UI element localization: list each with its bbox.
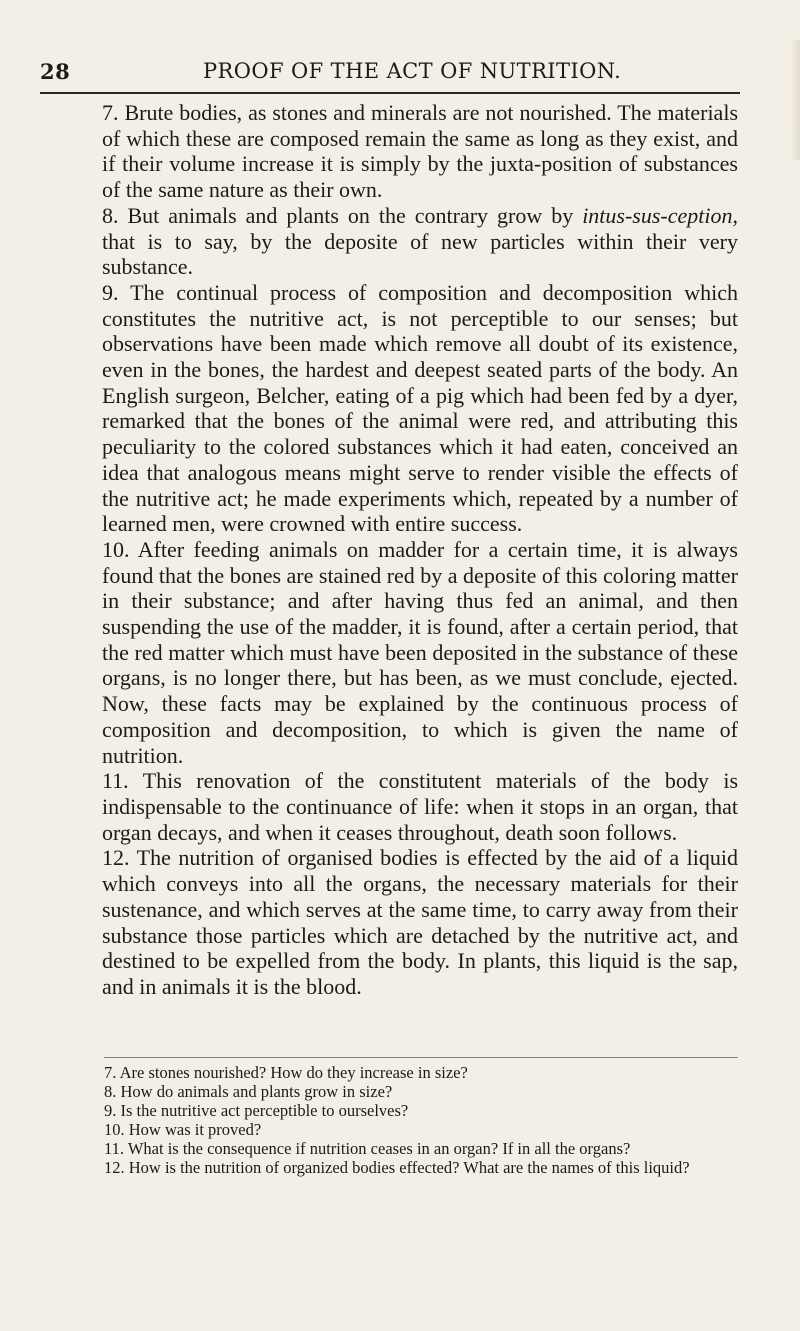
question-12: 12. How is the nutrition of organized bodies effected? What are the names of this liquid?: [104, 1158, 690, 1177]
question-11: 11. What is the consequence if nutrition ceases in an organ? If in all the organs?: [104, 1139, 631, 1158]
page-edge-shadow: [790, 40, 800, 160]
page-number: 28: [40, 59, 71, 84]
paragraph-number: 10.: [102, 536, 130, 562]
paragraph-text: , that is to say, by the deposite of new particles within their very substance.: [102, 202, 739, 280]
paragraph-number: 12.: [102, 845, 130, 871]
paragraph-number: 7.: [102, 100, 119, 125]
paragraph-text: Brute bodies, as stones and minerals are not nourished. The materials of which these are composed remain the same as long as they exist, and if their volume increase it is simply by the juxta-position of substances of the same nature as their own.: [102, 100, 738, 203]
paragraph-9: [102, 280, 738, 537]
paragraph-7: [102, 100, 738, 203]
page-header: [40, 58, 740, 94]
question-10: 10. How was it proved?: [104, 1120, 262, 1139]
paragraph-10: [102, 537, 738, 768]
question-7: 7. Are stones nourished? How do they increase in size?: [104, 1063, 468, 1082]
paragraph-text: After feeding animals on madder for a certain time, it is always found that the bones are stained red by a deposite of this coloring matter in their substance; and after having thus fed an animal, and then suspending the use of the madder, it is found, after a certain period, that the red matter which must have been deposited in the substance of these organs, is no longer there, but has been, as we must conclude, ejected. Now, these facts may be explained by the continuous process of composition and decomposition, to which is given the name of nutrition.: [102, 536, 738, 768]
paragraph-text: But animals and plants on the contrary grow by: [127, 202, 583, 228]
italic-term: intus-sus-ception: [582, 202, 733, 228]
paragraph-text: The nutrition of organised bodies is effected by the aid of a liquid which conveys into all the organs, the necessary materials for their sustenance, and which serves at the same time, to carry away from their substance those particles which are detached by the nutritive act, and destined to be expelled from the body. In plants, this liquid is the sap, and in animals it is the blood.: [102, 845, 738, 999]
body-text: [102, 100, 738, 1000]
paragraph-number: 8.: [102, 202, 119, 228]
paragraph-11: [102, 768, 738, 845]
study-questions: [104, 1063, 738, 1177]
paragraph-text: This renovation of the constitutent materials of the body is indispensable to the continuance of life: when it stops in an organ, that organ decays, and when it ceases throughout, death soon follows.: [102, 768, 739, 845]
running-head: PROOF OF THE ACT OF NUTRITION.: [203, 59, 622, 83]
paragraph-number: 9.: [102, 279, 119, 305]
paragraph-8: [102, 203, 738, 280]
paragraph-text: The continual process of composition and decomposition which constitutes the nutritive act, is not perceptible to our senses; but observations have been made which remove all doubt of its existence, even in the bones, the hardest and deepest seated parts of the body. An English surgeon, Belcher, eating of a pig which had been fed by a dyer, remarked that the bones of the animal were red, and attributing this peculiarity to the colored substances which it had eaten, conceived an idea that analogous means might serve to render visible the effects of the nutritive act; he made experiments which, repeated by a number of learned men, were crowned with entire success.: [102, 279, 738, 537]
question-9: 9. Is the nutritive act perceptible to ourselves?: [104, 1101, 409, 1120]
footnote-divider: [104, 1057, 738, 1058]
paragraph-12: [102, 845, 738, 999]
question-8: 8. How do animals and plants grow in size?: [104, 1082, 393, 1101]
paragraph-number: 11.: [102, 768, 129, 794]
